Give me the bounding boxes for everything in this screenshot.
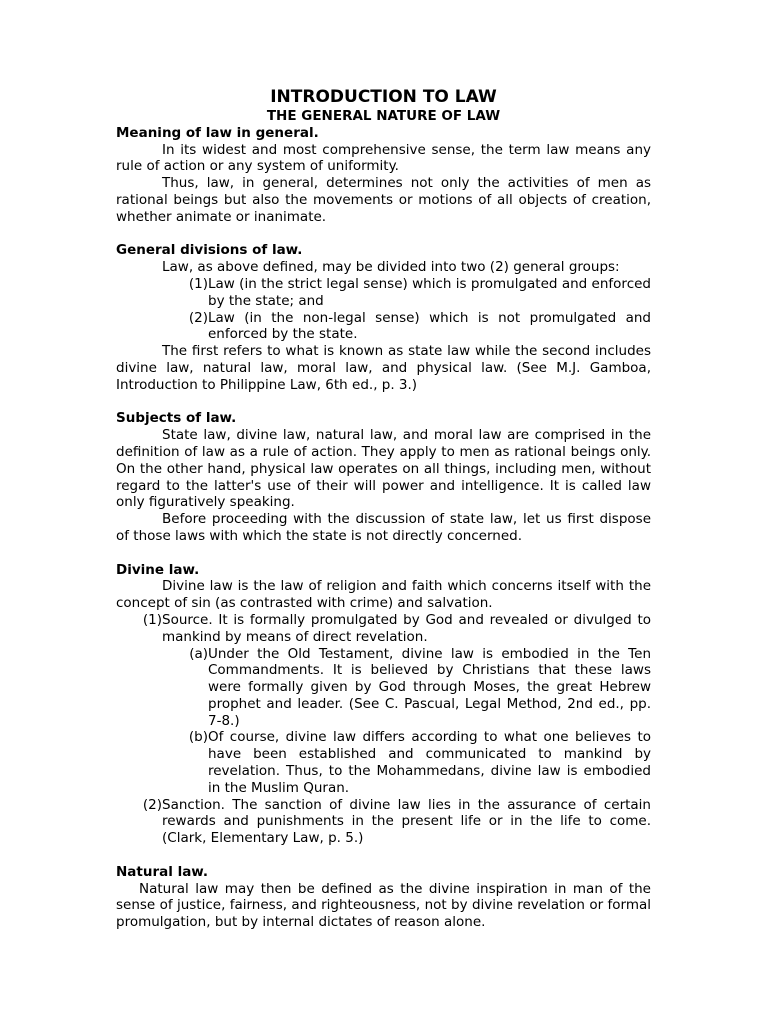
section-heading-subjects: Subjects of law. (116, 410, 237, 427)
paragraph: State law, divine law, natural law, and moral law are comprised in the definition of law as a rule of action. They apply to men as rational beings only. On the other hand, physical law operates on all things, including men, without regard to the latter's use of their will power and intelligence. It is called law only figuratively speaking. (116, 427, 651, 511)
paragraph: Divine law is the law of religion and faith which concerns itself with the concept of sin (as contrasted with crime) and salvation. (116, 578, 651, 612)
sub-list-item-text: Of course, divine law differs according to what one believes to have been established and communicated to mankind by revelation. Thus, to the Mohammedans, divine law is embodied in the Muslim Quran. (208, 729, 651, 796)
document-page (116, 86, 651, 931)
list-item-number: (2) (188, 309, 208, 326)
paragraph: The first refers to what is known as state law while the second includes divine law, natural law, moral law, and physical law. (See M.J. Gamboa, Introduction to Philippine Law, 6th ed., p. 3.) (116, 343, 651, 393)
list-item (116, 310, 651, 344)
paragraph: Before proceeding with the discussion of state law, let us first dispose of those laws with which the state is not directly concerned. (116, 511, 651, 544)
list-item-text: Law (in the non-legal sense) which is not promulgated and enforced by the state. (208, 309, 651, 343)
list-item-text: Law (in the strict legal sense) which is promulgated and enforced by the state; and (208, 275, 651, 309)
paragraph: In its widest and most comprehensive sense, the term law means any rule of action or any system of uniformity. (116, 141, 651, 175)
sub-list-item (116, 729, 651, 796)
sub-list-item-letter: (a) (189, 645, 208, 662)
sub-list-item (116, 646, 651, 730)
sub-list-item-letter: (b) (188, 729, 208, 746)
document-subtitle: THE GENERAL NATURE OF LAW (266, 108, 501, 124)
spacer (116, 394, 651, 411)
paragraph: Law, as above defined, may be divided into two (2) general groups: (162, 259, 620, 276)
spacer (116, 847, 651, 864)
list-item-number: (1) (188, 275, 208, 292)
list-item-text: Sanction. The sanction of divine law lies in the assurance of certain rewards and punishments in the present life or in the life to come. (Clark, Elementary Law, p. 5.) (162, 796, 651, 847)
spacer (116, 545, 651, 562)
spacer (116, 226, 651, 243)
list-item (116, 612, 651, 646)
sub-list-item-text: Under the Old Testament, divine law is embodied in the Ten Commandments. It is believed by Christians that these laws were formally given by God through Moses, the great Hebrew prophet and leader. (See C. Pascual, Legal Method, 2nd ed., pp. 7-8.) (208, 645, 651, 729)
section-heading-meaning: Meaning of law in general. (116, 124, 319, 141)
section-heading-divisions: General divisions of law. (116, 242, 303, 259)
document-title: INTRODUCTION TO LAW (270, 87, 497, 107)
paragraph: Natural law may then be defined as the divine inspiration in man of the sense of justice, fairness, and righteousness, not by divine revelation or formal promulgation, but by internal dictates of reason alone. (116, 880, 651, 931)
section-heading-divine: Divine law. (116, 561, 200, 578)
list-item (116, 276, 651, 310)
paragraph: Thus, law, in general, determines not only the activities of men as rational beings but also the movements or motions of all objects of creation, whether animate or inanimate. (116, 175, 651, 225)
section-heading-natural: Natural law. (116, 863, 209, 880)
list-item-text: Source. It is formally promulgated by God and revealed or divulged to mankind by means of direct revelation. (162, 611, 651, 645)
list-item (116, 797, 651, 847)
list-item-number: (2) (142, 796, 162, 813)
list-item-number: (1) (142, 611, 162, 628)
